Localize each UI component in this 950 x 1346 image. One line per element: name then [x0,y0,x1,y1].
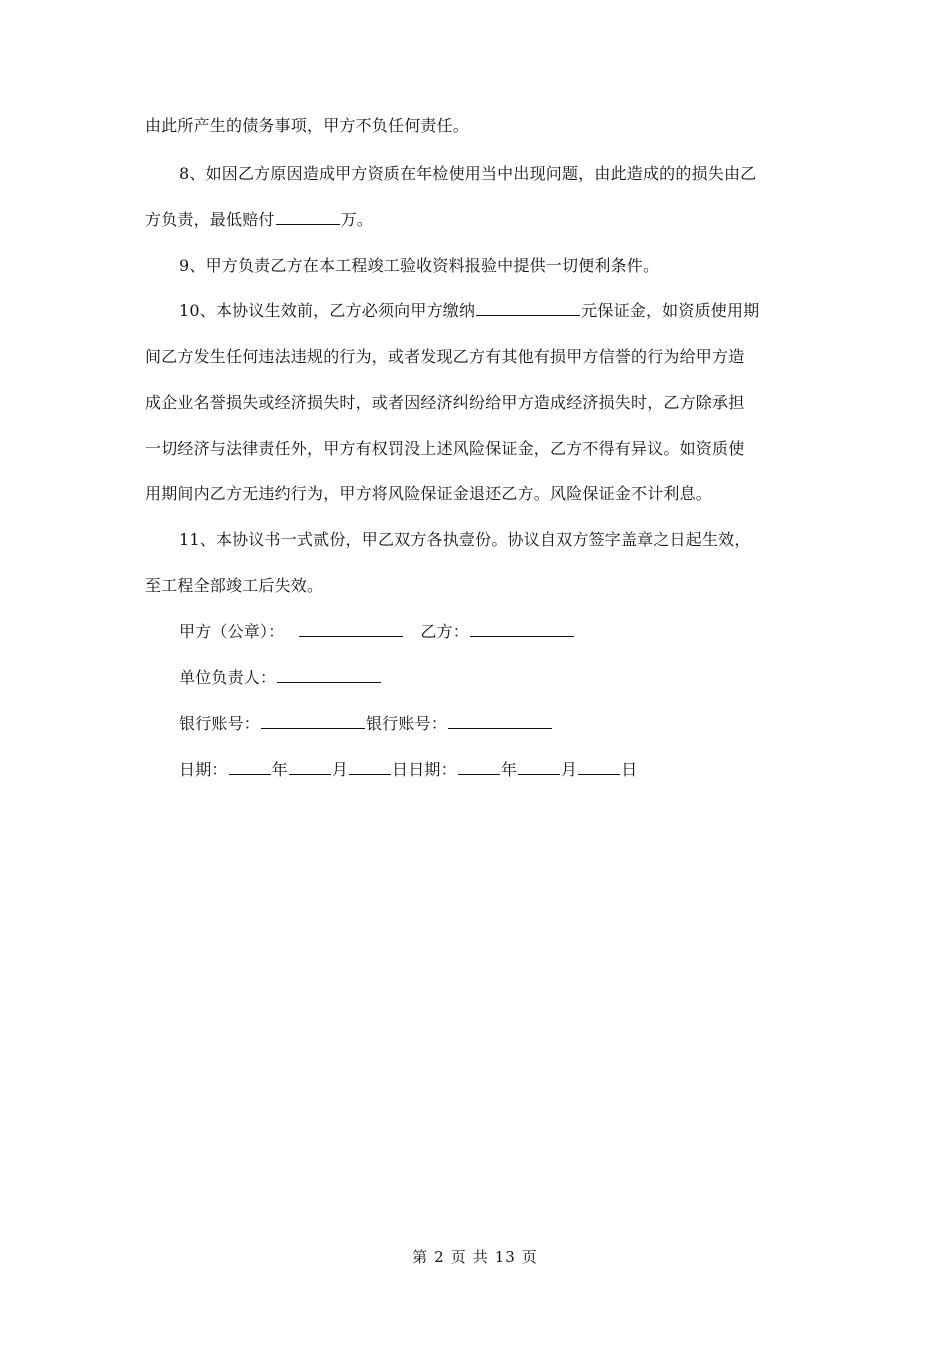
date-row [179,760,839,780]
text: 8、如因乙方原因造成甲方资质在年检使用当中出现问题，由此造成的的损失由乙 [179,164,757,183]
paragraph-line [145,116,805,136]
date-b-month-blank[interactable] [518,760,560,775]
date-b-label: 日日期： [392,760,457,779]
signature-party-row [179,622,839,642]
clause-9 [179,256,839,276]
total-pages: 13 [494,1248,516,1266]
text: 10、本协议生效前，乙方必须向甲方缴纳 [179,301,476,320]
bank-account-row [179,714,839,734]
text: 用期间内乙方无违约行为，甲方将风险保证金退还乙方。风险保证金不计利息。 [145,484,713,503]
compensation-blank[interactable] [276,210,340,225]
unit-head-label: 单位负责人： [179,668,277,687]
footer-ye: 页 [521,1248,538,1266]
text: 11、本协议书一式贰份，甲乙双方各执壹份。协议自双方签字盖章之日起生效， [179,530,751,549]
year-label: 年 [271,760,288,779]
text: 至工程全部竣工后失效。 [145,576,324,595]
date-b-day-blank[interactable] [578,760,620,775]
clause-11 [179,530,839,550]
deposit-blank[interactable] [476,301,580,316]
day-label: 日 [621,760,638,779]
date-a-day-blank[interactable] [349,760,391,775]
clause-10-cont [145,347,805,367]
text: 万。 [340,210,374,229]
page-footer [0,1248,950,1266]
date-a-month-blank[interactable] [289,760,331,775]
year-label: 年 [500,760,518,779]
party-a-label: 甲方（公章）： [179,622,285,641]
date-a-label: 日期： [179,760,228,779]
footer-ye: 页 [450,1248,467,1266]
clause-10-cont [145,484,805,504]
month-label: 月 [561,760,578,779]
text: 一切经济与法律责任外，甲方有权罚没上述风险保证金，乙方不得有异议。如资质使 [145,439,745,458]
party-b-label: 乙方： [420,622,470,641]
date-a-year-blank[interactable] [229,760,271,775]
party-b-blank[interactable] [470,622,574,637]
clause-8-cont [145,210,805,230]
bank-account-a-blank[interactable] [261,714,365,729]
party-a-seal-blank[interactable] [299,622,403,637]
clause-10-cont [145,439,805,459]
clause-10-cont [145,393,805,413]
date-b-year-blank[interactable] [458,760,500,775]
footer-di: 第 [412,1248,429,1266]
bank-account-a-label: 银行账号： [179,714,261,733]
text: 成企业名誉损失或经济损失时，或者因经济纠纷给甲方造成经济损失时，乙方除承担 [145,393,745,412]
text: 由此所产生的债务事项，甲方不负任何责任。 [145,116,470,135]
clause-10 [179,301,839,321]
unit-head-row [179,668,839,688]
bank-account-b-blank[interactable] [448,714,552,729]
month-label: 月 [331,760,349,779]
text: 9、甲方负责乙方在本工程竣工验收资料报验中提供一切便利条件。 [179,256,660,275]
bank-account-b-label: 银行账号： [366,714,448,733]
clause-11-cont [145,576,805,596]
text: 方负责，最低赔付 [145,210,275,229]
text: 间乙方发生任何违法违规的行为，或者发现乙方有其他有损甲方信誉的行为给甲方造 [145,347,745,366]
current-page-number: 2 [434,1248,445,1266]
unit-head-blank[interactable] [277,668,381,683]
footer-gong: 共 [472,1248,489,1266]
text: 元保证金，如资质使用期 [581,301,760,320]
clause-8 [179,164,839,184]
